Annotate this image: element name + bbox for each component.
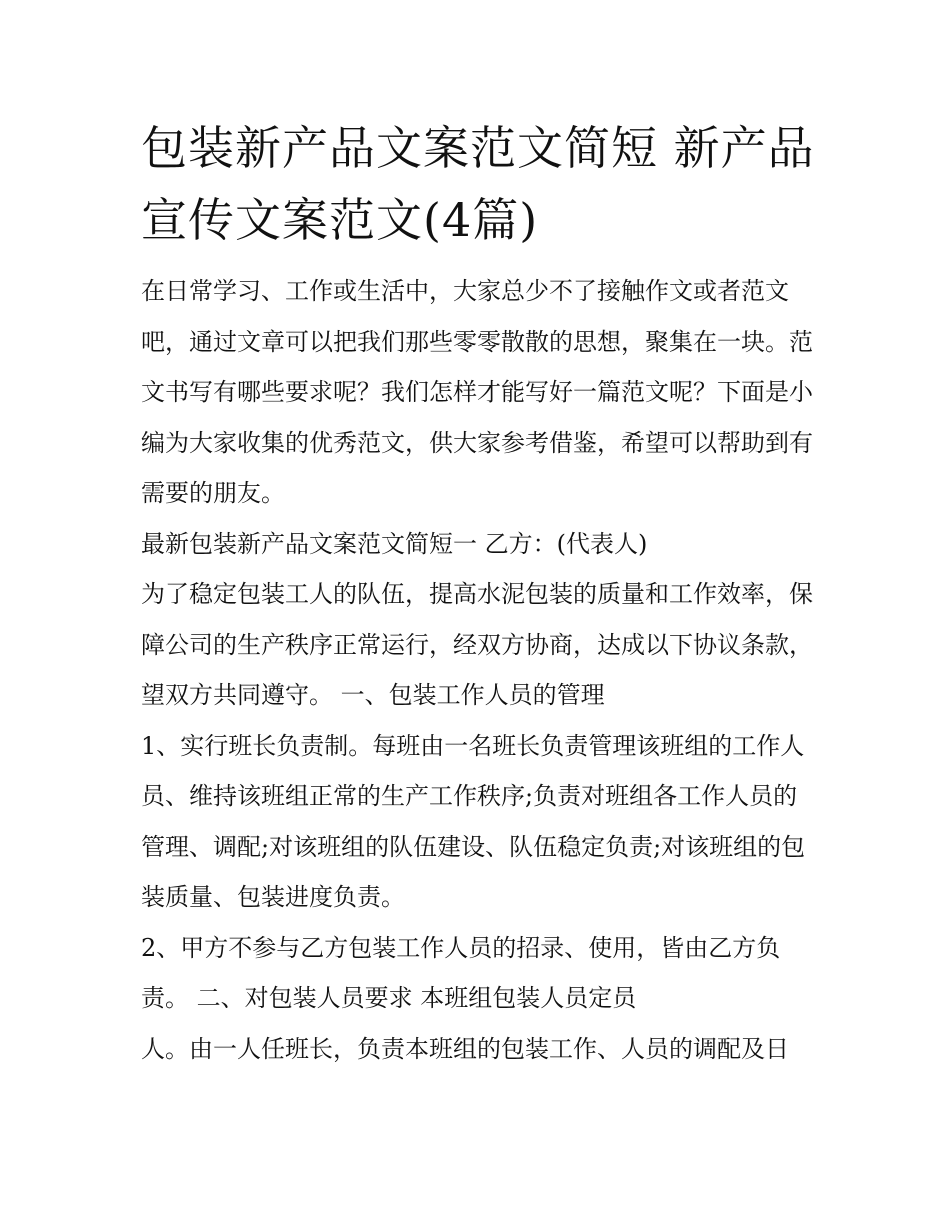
paragraph-purpose: 为了稳定包装工人的队伍，提高水泥包装的质量和工作效率，保障公司的生产秩序正常运行，经双方协商，达成以下协议条款，望双方共同遵守。 一、包装工作人员的管理 <box>141 580 813 709</box>
paragraph-item-1: 1、实行班长负责制。每班由一名班长负责管理该班组的工作人员、维持该班组正常的生产工作秩序;负责对班组各工作人员的管理、调配;对该班组的队伍建设、队伍稳定负责;对该班组的包装质量、包装进度负责。 <box>141 731 806 911</box>
paragraph-continued: 人。由一人任班长，负责本班组的包装工作、人员的调配及日 <box>141 1034 789 1063</box>
document-title: 包装新产品文案范文简短 新产品宣传文案范文(4篇) <box>141 121 815 247</box>
document-page <box>141 112 821 1074</box>
paragraph-item-2: 2、甲方不参与乙方包装工作人员的招录、使用，皆由乙方负责。 二、对包装人员要求 本班组包装人员定员 <box>141 933 781 1012</box>
paragraph-section-heading: 最新包装新产品文案范文简短一 乙方：(代表人) <box>141 529 648 558</box>
paragraph-intro: 在日常学习、工作或生活中，大家总少不了接触作文或者范文吧，通过文章可以把我们那些零零散散的思想，聚集在一块。范文书写有哪些要求呢？我们怎样才能写好一篇范文呢？下面是小编为大家收集的优秀范文，供大家参考借鉴，希望可以帮助到有需要的朋友。 <box>141 277 813 507</box>
